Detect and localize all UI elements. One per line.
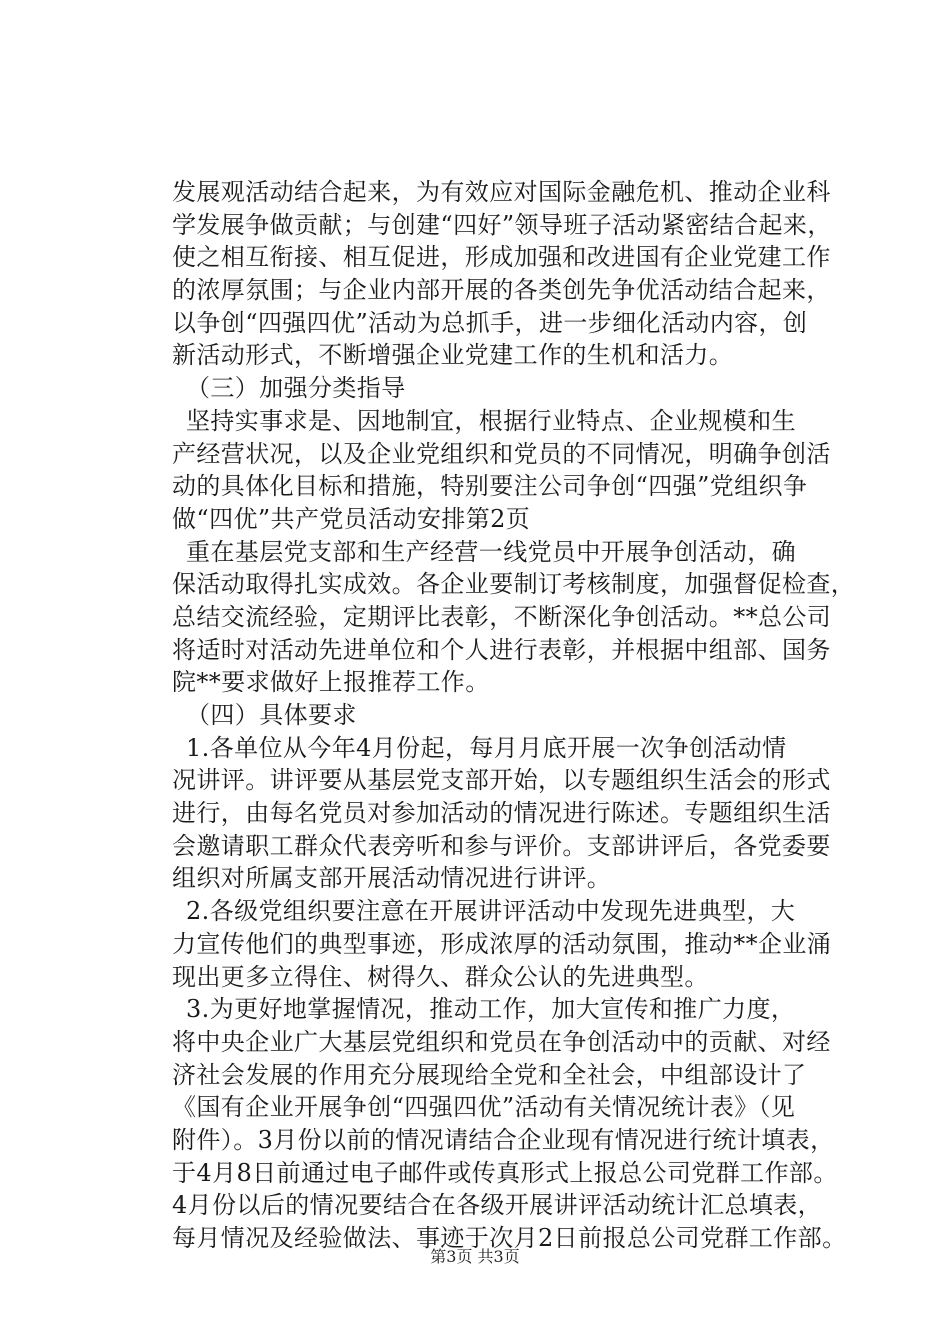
text-line: 学发展争做贡献；与创建“四好”领导班子活动紧密结合起来，	[172, 210, 832, 239]
text-line: 将适时对活动先进单位和个人进行表彰，并根据中组部、国务	[172, 635, 831, 664]
text-line: 力宣传他们的典型事迹，形成浓厚的活动氛围，推动**企业涌	[172, 929, 832, 958]
text-line: 1.各单位从今年4月份起，每月月底开展一次争创活动情	[186, 733, 787, 762]
text-line: 坚持实事求是、因地制宜，根据行业特点、企业规模和生	[186, 406, 796, 435]
page-footer: 第3页 共3页	[430, 1247, 520, 1266]
text-line: 将中央企业广大基层党组织和党员在争创活动中的贡献、对经	[172, 1027, 831, 1056]
text-line: 2.各级党组织要注意在开展讲评活动中发现先进典型，大	[186, 897, 796, 926]
document-body	[172, 176, 856, 1255]
text-line: 每月情况及经验做法、事迹于次月2日前报总公司党群工作部。	[172, 1224, 847, 1252]
text-line: 重在基层党支部和生产经营一线党员中开展争创活动，确	[186, 537, 796, 566]
text-line: 4月份以后的情况要结合在各级开展讲评活动统计汇总填表，	[172, 1191, 823, 1220]
text-line: 院**要求做好上报推荐工作。	[172, 668, 490, 697]
text-line: 动的具体化目标和措施，特别要注公司争创“四强”党组织争	[172, 472, 808, 501]
text-line: 组织对所属支部开展活动情况进行讲评。	[172, 864, 612, 893]
text-line: 的浓厚氛围；与企业内部开展的各类创先争优活动结合起来，	[172, 276, 831, 305]
text-line: 《国有企业开展争创“四强四优”活动有关情况统计表》（见	[172, 1093, 796, 1122]
text-line: 产经营状况，以及企业党组织和党员的不同情况，明确争创活	[172, 439, 831, 468]
text-line: 况讲评。讲评要从基层党支部开始，以专题组织生活会的形式	[172, 766, 831, 795]
section-heading: （四）具体要求	[186, 701, 357, 729]
text-line: 附件）。3月份以前的情况请结合企业现有情况进行统计填表，	[172, 1125, 835, 1154]
text-line: 济社会发展的作用充分展现给全党和全社会，中组部设计了	[172, 1060, 807, 1089]
text-line: 于4月8日前通过电子邮件或传真形式上报总公司党群工作部。	[172, 1158, 838, 1187]
text-line: 现出更多立得住、树得久、群众公认的先进典型。	[172, 962, 709, 991]
text-line: 3.为更好地掌握情况，推动工作，加大宣传和推广力度，	[186, 995, 796, 1024]
text-line: 保活动取得扎实成效。各企业要制订考核制度，加强督促检查，	[172, 570, 856, 599]
text-line: 总结交流经验，定期评比表彰，不断深化争创活动。**总公司	[172, 602, 832, 631]
text-line: 进行，由每名党员对参加活动的情况进行陈述。专题组织生活	[172, 799, 831, 828]
text-line: 新活动形式，不断增强企业党建工作的生机和活力。	[172, 341, 734, 370]
text-line: 发展观活动结合起来，为有效应对国际金融危机、推动企业科	[172, 178, 831, 206]
text-line: 会邀请职工群众代表旁听和参与评价。支部讲评后，各党委要	[172, 831, 831, 860]
section-heading: （三）加强分类指导	[186, 374, 406, 403]
text-line: 使之相互衔接、相互促进，形成加强和改进国有企业党建工作	[172, 243, 831, 272]
text-line: 做“四优”共产党员活动安排第2页	[172, 504, 531, 533]
text-line: 以争创“四强四优”活动为总抓手，进一步细化活动内容，创	[172, 308, 808, 337]
